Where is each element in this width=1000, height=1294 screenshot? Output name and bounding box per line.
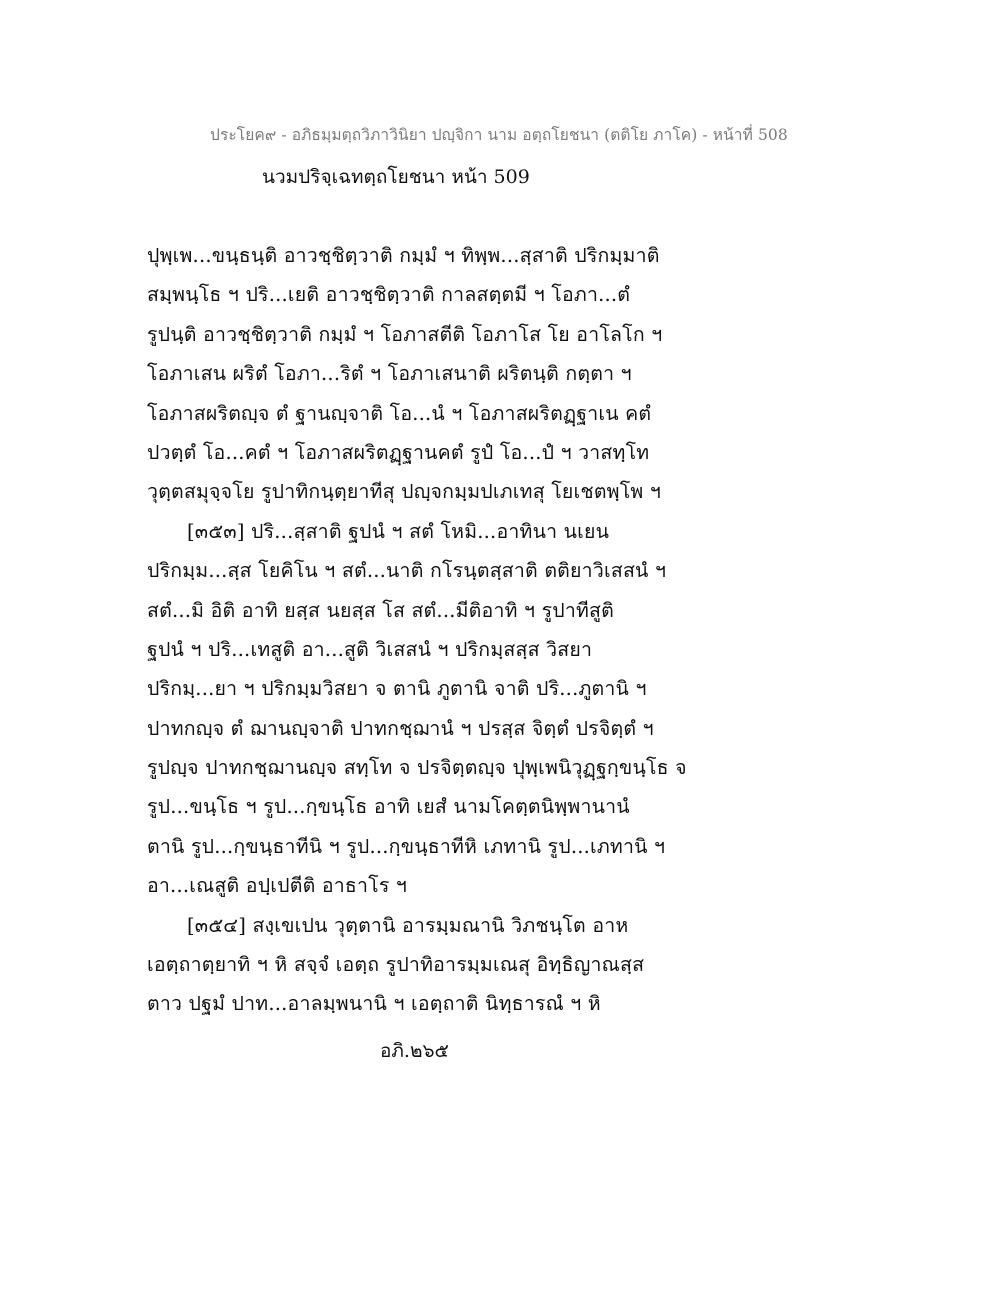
text-line: โอภาเสน ผริตํ โอภา...ริตํ ฯ โอภาเสนาติ ผริตนฺติ กตฺตา ฯ (147, 362, 632, 386)
text-line: รูป...ขนฺโธ ฯ รูป...กฺขนฺโธ อาทิ เยสํ นามโคตฺตนิพฺพานานํ (147, 795, 630, 819)
text-line: สตํ...มิ อิติ อาทิ ยสฺส นยสฺส โส สตํ...มีติอาทิ ฯ รูปาทีสูติ (147, 598, 615, 622)
source-page-reference: นวมปริจฺเฉทตฺถโยชนา หน้า 509 (262, 166, 530, 188)
text-line: ปริกมฺ...ยา ฯ ปริกมฺมวิสยา จ ตานิ ภูตานิ จาติ ปริ...ภูตานิ ฯ (147, 677, 647, 701)
text-line: ปริกมฺม...สฺส โยคิโน ฯ สตํ...นาติ กโรนฺตสฺสาติ ตติยาวิเสสนํ ฯ (147, 559, 667, 583)
paragraph-start-353: [๓๕๓] ปริ...สฺสาติ ฐปนํ ฯ สตํ โหมิ...อาทินา นเยน (187, 519, 610, 543)
text-line: ปุพฺเพ...ขนฺธนฺติ อาวชฺชิตฺวาติ กมฺมํ ฯ ทิพฺพ...สฺสาติ ปริกมฺมาติ (147, 244, 660, 267)
page-number: อภิ.๒๖๕ (380, 1040, 449, 1062)
body-text (147, 236, 847, 1024)
text-line: วุตฺตสมุจฺจโย รูปาทิกนฺตฺยาทีสุ ปญฺจกมฺมปเภเทสุ โยเชตพฺโพ ฯ (147, 480, 662, 504)
text-line: เอตฺถาตฺยาทิ ฯ หิ สจฺจํ เอตฺถ รูปาทิอารมฺมเณสุ อิทฺธิญาณสฺส (147, 953, 645, 977)
text-line: รูปนฺติ อาวชฺชิตฺวาติ กมฺมํ ฯ โอภาสตีติ โอภาโส โย อาโลโก ฯ (147, 322, 663, 346)
text-line: สมฺพนฺโธ ฯ ปริ...เยติ อาวชฺชิตฺวาติ กาลสตฺตมี ฯ โอภา...ตํ (147, 283, 631, 307)
text-line: รูปญฺจ ปาทกชฺฌานญฺจ สทฺโท จ ปรจิตฺตญฺจ ปุพฺเพนิวุฏฺฐกฺขนฺโธ จ (147, 756, 687, 780)
text-line: ปาทกญฺจ ตํ ฌานญฺจาติ ปาทกชฺฌานํ ฯ ปรสฺส จิตฺตํ ปรจิตฺตํ ฯ (147, 716, 654, 740)
text-line: ปวตฺตํ โอ...คตํ ฯ โอภาสผริตฏฺฐานคตํ รูปํ โอ...ปํ ฯ วาสทฺโท (147, 440, 650, 464)
text-line: ตาว ปฐมํ ปาท...อาลมฺพนานิ ฯ เอตฺถาติ นิทฺธารณํ ฯ หิ (147, 992, 601, 1016)
text-line: โอภาสผริตญฺจ ตํ ฐานญฺจาติ โอ...นํ ฯ โอภาสผริตฏฺฐาเน คตํ (147, 401, 652, 425)
text-line: ตานิ รูป...กฺขนฺธาทีนิ ฯ รูป...กฺขนฺธาทีหิ เภทานิ รูป...เภทานิ ฯ (147, 834, 666, 858)
text-line: อา...เณสูติ อปฺเปตีติ อาธาโร ฯ (147, 874, 408, 898)
text-line: ฐปนํ ฯ ปริ...เทสูติ อา...สูติ วิเสสนํ ฯ ปริกมฺสสฺส วิสยา (147, 637, 593, 661)
paragraph-start-354: [๓๕๔] สงฺเขเปน วุตฺตานิ อารมฺมณานิ วิภชนฺโต อาห (187, 913, 629, 937)
running-header: ประโยค๙ - อภิธมฺมตฺถวิภาวินิยา ปญฺจิกา นาม อตฺถโยชนา (ตติโย ภาโค) - หน้าที่ 508 (210, 126, 788, 144)
